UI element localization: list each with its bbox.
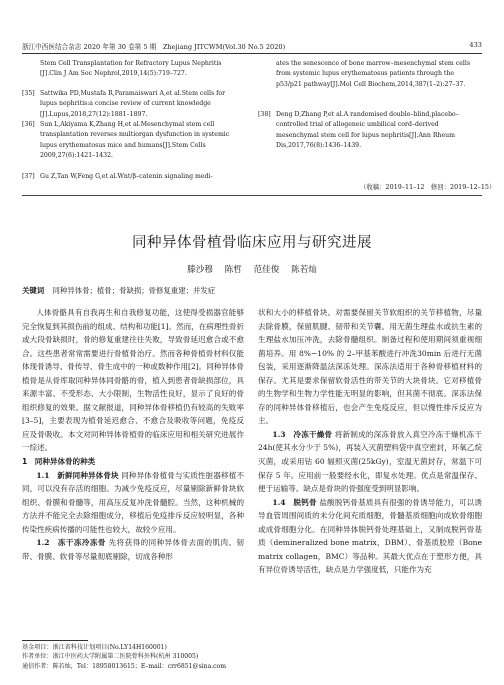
journal-header: 浙江中西医结合杂志 2020 年第 30 卷第 5 期 Zhejiang JITCWM(Vol.30 No.5 2020) — [22, 43, 286, 51]
reference-item — [22, 59, 244, 80]
body-column-right — [258, 306, 482, 577]
author: 陈若灿 — [291, 265, 317, 275]
author: 陈哲 — [224, 265, 242, 275]
body-column-left — [22, 306, 244, 563]
reference-number: [37] — [22, 173, 35, 180]
author-list — [0, 263, 504, 275]
reference-number: [38] — [258, 111, 271, 118]
keywords-text: 同种异体骨；植骨；骨缺损；骨修复重建；并发症 — [52, 286, 216, 295]
article-title: 同种异体骨植骨临床应用与研究进展 — [132, 235, 372, 251]
page-number: 433 — [469, 41, 482, 49]
reference-text: Sattwika PD,Mustafa R,Paramaiswari A,et al.Stem cells for lupus nephritis:a concise review of current knowledge [J].Lupus,2018,27(12):1881–1897. — [40, 90, 226, 118]
subsection-paragraph — [22, 469, 244, 537]
intro-paragraph: 人体骨骼具有自我再生和自我修复功能，这使得受损器官能够完全恢复到其损伤前的组成、结构和功能[1]。然而，在病理性骨折或大段骨缺损时，骨的修复重建往往失败，导致骨延迟愈合或不愈合。这些患者常常需要进行骨植骨治疗。然而各种骨植骨材料仅能体现骨诱导、骨传导、骨生成中的一种或数种作用[2]。同种异体骨植骨是从骨库取同种异体同骨骼的骨，植入到患者骨缺损部位，具来源丰富、不受形态、大小限制，生物活性良好，显示了良好的骨组织修复的效果。据文献报道，同种异体骨移植仍有较高的失败率[3–5]，主要表现为植骨延迟愈合、不愈合及吸收等问题，免疫反应及骨吸收。本文对同种异体骨植骨的临床应用和相关研究进展作一综述。 — [22, 308, 245, 453]
reference-text: Stem Cell Transplantation for Refractory Lupus Nephritis [J].Clin J Am Soc Nephrol,2019,14(5):719–727. — [40, 60, 222, 78]
reference-text: Gu Z,Tan W,Feng G,et al.Wnt/β–catenin signaling medi- — [40, 173, 213, 180]
header-rule — [22, 53, 482, 54]
reference-item — [258, 110, 480, 151]
reference-item — [22, 172, 244, 182]
author: 滕沙穆 — [187, 265, 213, 275]
subsection-paragraph — [22, 536, 244, 563]
keywords-label: 关键词 — [22, 286, 45, 295]
subsection-heading: 1.2 冻干冻冷冻骨 — [36, 538, 106, 548]
section-heading: 1 同种异体骨的种类 — [22, 457, 96, 467]
author: 范佳俊 — [253, 265, 280, 275]
subsection-heading: 1.1 新鲜同种异体骨块 — [36, 470, 119, 480]
footnote-rule — [22, 640, 88, 641]
paragraph-text: 状和大小的移植骨块。对需要保留关节软组织的关节移植物，尽量去除骨膜，保留肌腱、韧带和关节囊。用无菌生理盐水或抗生素的生理盐水加压冲洗，去除骨髓组织。制备过程和使用期间须重视细菌培养。用 8%~10% 的 2–甲基苯酸进行冲洗30min 后进行无菌包装，采用逐渐降温法深冻处理。深冻法适用于各种骨移植材料的保存。尤其是要求保留软骨活性的带关节的大块骨块。它对移植骨的生物学和生物力学性能无明显的影响，但其菌不彻底。深冻法保存的同种异体骨移植后，也会产生免疫反应，但以慢性排斥反应为主。 — [258, 308, 482, 426]
footnote — [22, 643, 252, 671]
reference-item — [22, 89, 244, 120]
reference-item — [258, 59, 480, 90]
reference-number: [36] — [22, 121, 35, 128]
received-dates: （收稿：2019–11–12 修回：2019–12–15） — [360, 183, 496, 191]
affiliation-note: 作者单位：浙江中医药大学附属第二医院骨科外科(杭州 310005) — [22, 653, 199, 661]
funding-note: 基金项目：浙江省科技计划项目(No.LY14H160001) — [22, 644, 167, 651]
paragraph-text: 同种异体骨植骨与实质性脏器移植不同，可以没有存活的细胞。为减少免疫反应，尽量剔除新鲜骨块软组织、骨膜和骨髓等，用高压反复冲洗骨髓腔。当然，这种机械的方法并不能完全去除细胞成分，移植后免疫排斥反应较明显，各种传染性疾病传播的可能性也较大，故较少应用。 — [22, 470, 244, 534]
paragraph-text: 先将获得的同种异体骨去面的肌肉、韧带、骨膜、软骨等尽量彻底剔除，切成各种形 — [22, 538, 244, 561]
paragraph-text: 将新制成的深冻骨放入真空冷冻干燥机冻干 24h(使其水分少于 5%)，再装入灭菌塑料袋中真空密封，环氧乙烷灭菌，或采用钴 60 辐照灭菌(25kGy)，室温无菌封存，常温下可保存 5 年。应用前一般要经水化，即复水处理。优点是常温保存、便于运输等。缺点是骨块的骨强度受到明显影响。 — [258, 429, 482, 494]
reference-number: [35] — [22, 90, 35, 97]
subsection-heading: 1.3 冷冻干燥骨 — [272, 429, 333, 439]
keywords-line — [22, 285, 215, 296]
article-divider — [22, 195, 482, 196]
subsection-paragraph — [258, 496, 482, 577]
reference-text: Sun L,Akiyama K,Zhang H,et al.Mesenchymal stem cell transplantation reverses multiorgan dysfunction in systemic lupus erythematosus mice and humans[J].Stem Cells 2009,27(6):1421–1432. — [40, 121, 230, 159]
paragraph-text: 盐酸脱钙骨基质具有很强的骨诱导能力，可以诱导血管周围间质的未分化间充质细胞，骨髓基质细胞向成软骨细胞或成骨细胞分化。在同种异体脱钙骨处理基础上，又制成脱钙骨基质（demineralized bone matrix，DBM）、骨基质胶原（Bone matrix collagen，BMC）等品种。其最大优点在于塑形方便，具有异位骨诱导活性，缺点是力学强度低，只能作为充 — [258, 497, 482, 575]
reference-text: ates the senescence of bone marrow–mesenchymal stem cells from systemic lupus erythematosus patients through the p53/p21 pathway[J].Mol Cell Biochem,2014,387(1–2):27–37. — [276, 60, 471, 88]
reference-text: Deng D,Zhang P,et al.A randomised double–blind,placebo–controlled trial of allogeneic umbilical cord–derived mesenchymal stem cell for lupus nephritis[J].Ann Rheum Dis,2017,76(8):1436–1439. — [276, 111, 459, 149]
reference-item — [22, 120, 244, 161]
subsection-heading: 1.4 脱钙骨 — [272, 497, 317, 507]
subsection-paragraph — [258, 428, 482, 496]
running-header — [22, 41, 482, 53]
corresponding-author-note: 通信作者：陈若灿，Tel：18958013615；E–mail：crr6851@sina.com — [22, 662, 226, 670]
